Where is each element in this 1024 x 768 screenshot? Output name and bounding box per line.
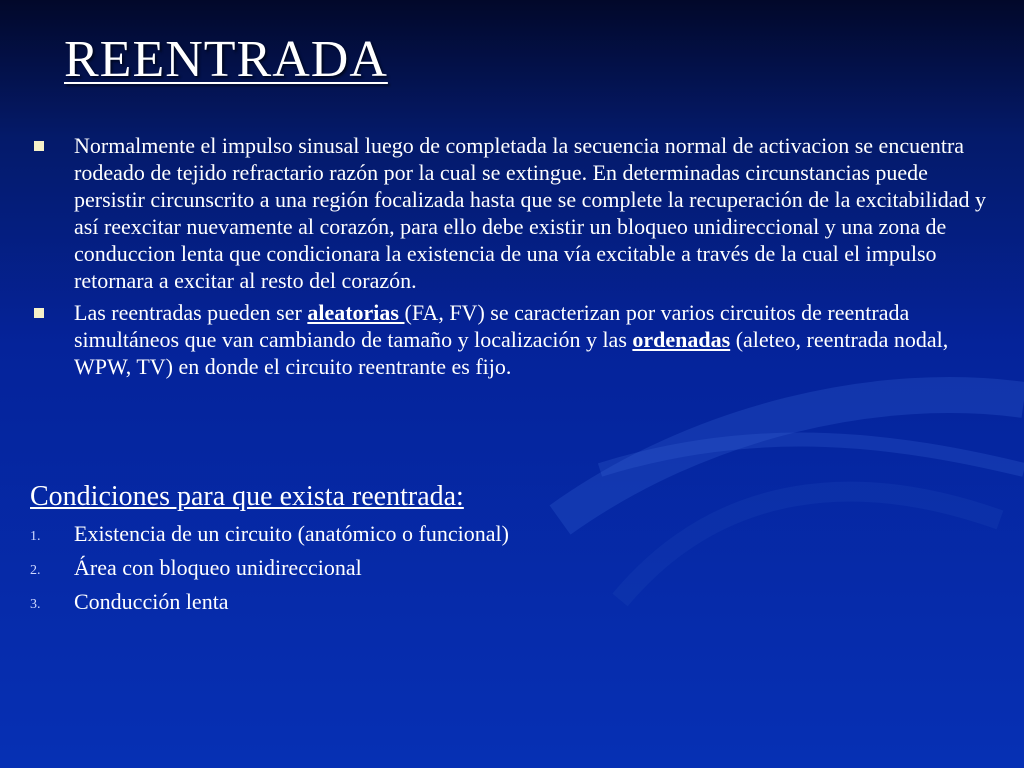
bullet-item xyxy=(30,132,998,294)
bullet-text: (FA, FV) se caracterizan por varios circuitos de reentrada simultáneos que van cambiando de tamaño y localización y las xyxy=(74,300,910,352)
numbered-item xyxy=(30,554,509,582)
bold-term-aleatorias: aleatorias xyxy=(307,300,405,325)
bullet-list xyxy=(30,132,998,385)
bullet-text: (aleteo, reentrada nodal, WPW, TV) en donde el circuito reentrante es fijo. xyxy=(74,327,949,379)
numbered-list xyxy=(30,520,509,622)
square-bullet-icon xyxy=(34,308,44,318)
item-text: Área con bloqueo unidireccional xyxy=(74,555,362,580)
numbered-item xyxy=(30,588,509,616)
bullet-item xyxy=(30,299,998,380)
bullet-text: Normalmente el impulso sinusal luego de completada la secuencia normal de activacion se encuentra rodeado de tejido refractario razón por la cual se extingue. En determinadas circunstancias puede persistir circunscrito a una región focalizada hasta que se complete la recuperación de la excitabilidad y así reexcitar nuevamente al corazón, para ello debe existir un bloqueo unidireccional y una zona de conduccion lenta que condicionara la existencia de una vía excitable a través de la cual el impulso retornara a excitar al resto del corazón. xyxy=(74,133,986,293)
section-heading: Condiciones para que exista reentrada: xyxy=(30,481,464,512)
item-number: 1. xyxy=(30,529,41,544)
bullet-text: Las reentradas pueden ser xyxy=(74,300,308,325)
item-text: Existencia de un circuito (anatómico o funcional) xyxy=(74,521,509,546)
slide-title: REENTRADA xyxy=(64,31,388,88)
item-number: 3. xyxy=(30,597,41,612)
numbered-item xyxy=(30,520,509,548)
item-text: Conducción lenta xyxy=(74,589,229,614)
bold-term-ordenadas: ordenadas xyxy=(632,327,731,352)
square-bullet-icon xyxy=(34,141,44,151)
item-number: 2. xyxy=(30,563,41,578)
